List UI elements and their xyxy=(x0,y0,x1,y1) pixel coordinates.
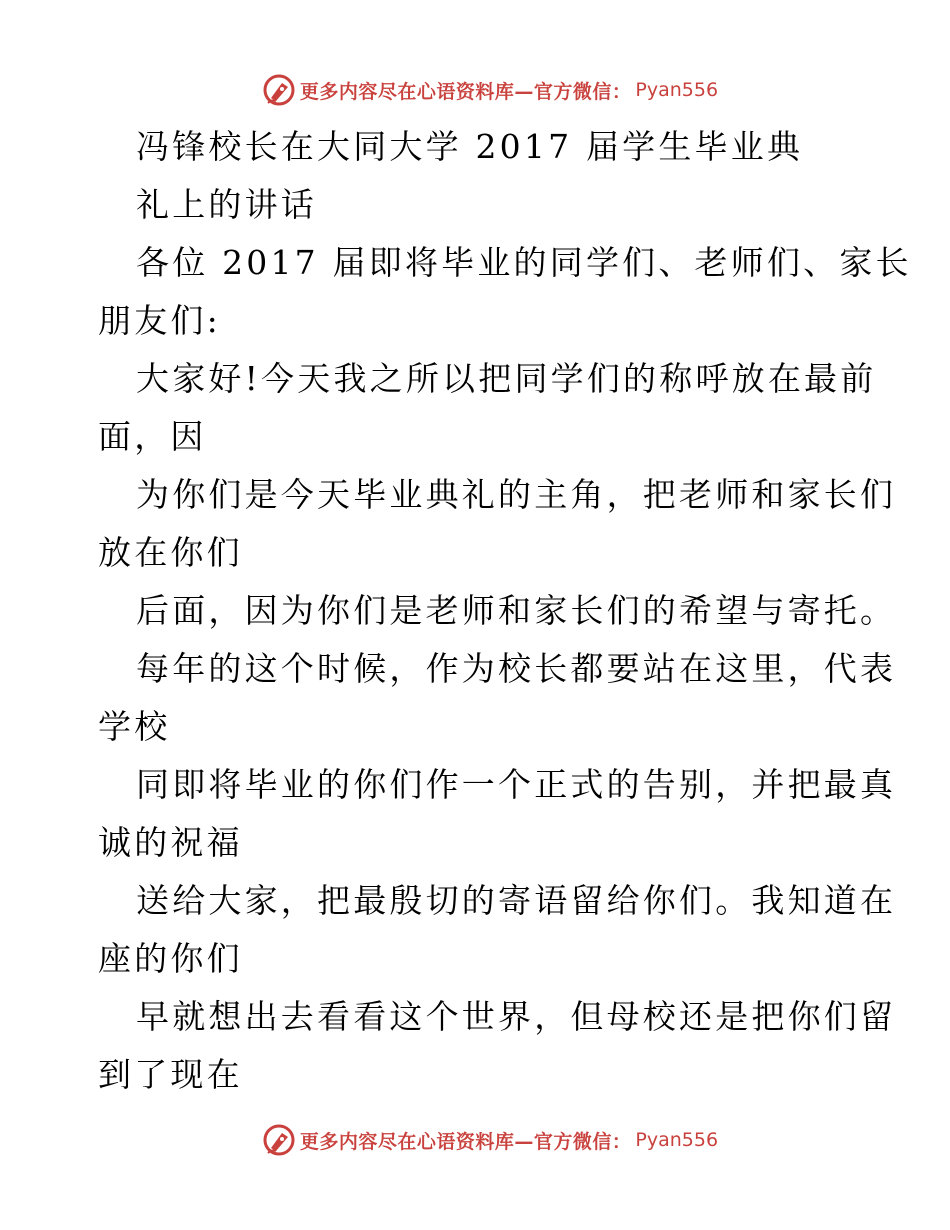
text-line: 朋友们: xyxy=(98,301,221,340)
watermark-content xyxy=(262,1123,718,1157)
watermark-text: 更多内容尽在心语资料库—官方微信： xyxy=(299,1130,632,1153)
text-line: 每年的这个时候，作为校长都要站在这里，代表 xyxy=(136,649,897,688)
text-line: 早就想出去看看这个世界，但母校还是把你们留 xyxy=(136,997,897,1036)
text-line: 礼上的讲话 xyxy=(136,185,317,224)
text-line: 大家好!今天我之所以把同学们的称呼放在最前 xyxy=(136,359,877,398)
text-line: 冯锋校长在大同大学 2017 届学生毕业典 xyxy=(136,127,804,166)
text-line: 面，因 xyxy=(98,417,207,456)
text-line: 送给大家，把最殷切的寄语留给你们。我知道在 xyxy=(136,881,897,920)
text-line: 同即将毕业的你们作一个正式的告别，并把最真 xyxy=(136,765,897,804)
text-line: 座的你们 xyxy=(98,939,243,978)
watermark-banner-bottom xyxy=(0,1120,950,1160)
pen-nib-logo-icon xyxy=(262,73,296,107)
document-body xyxy=(98,118,912,1104)
watermark-banner-top xyxy=(0,70,950,110)
watermark-contact: Pyan556 xyxy=(635,79,719,101)
text-line: 学校 xyxy=(98,707,171,746)
watermark-text: 更多内容尽在心语资料库—官方微信： xyxy=(299,80,632,103)
text-line: 诚的祝福 xyxy=(98,823,243,862)
watermark-content xyxy=(262,73,718,107)
text-line: 放在你们 xyxy=(98,533,243,572)
text-line: 各位 2017 届即将毕业的同学们、老师们、家长 xyxy=(136,243,912,282)
text-line: 为你们是今天毕业典礼的主角，把老师和家长们 xyxy=(136,475,897,514)
watermark-contact: Pyan556 xyxy=(635,1129,719,1151)
text-line: 到了现在 xyxy=(98,1055,243,1094)
text-line: 后面，因为你们是老师和家长们的希望与寄托。 xyxy=(136,591,897,630)
pen-nib-logo-icon xyxy=(262,1123,296,1157)
